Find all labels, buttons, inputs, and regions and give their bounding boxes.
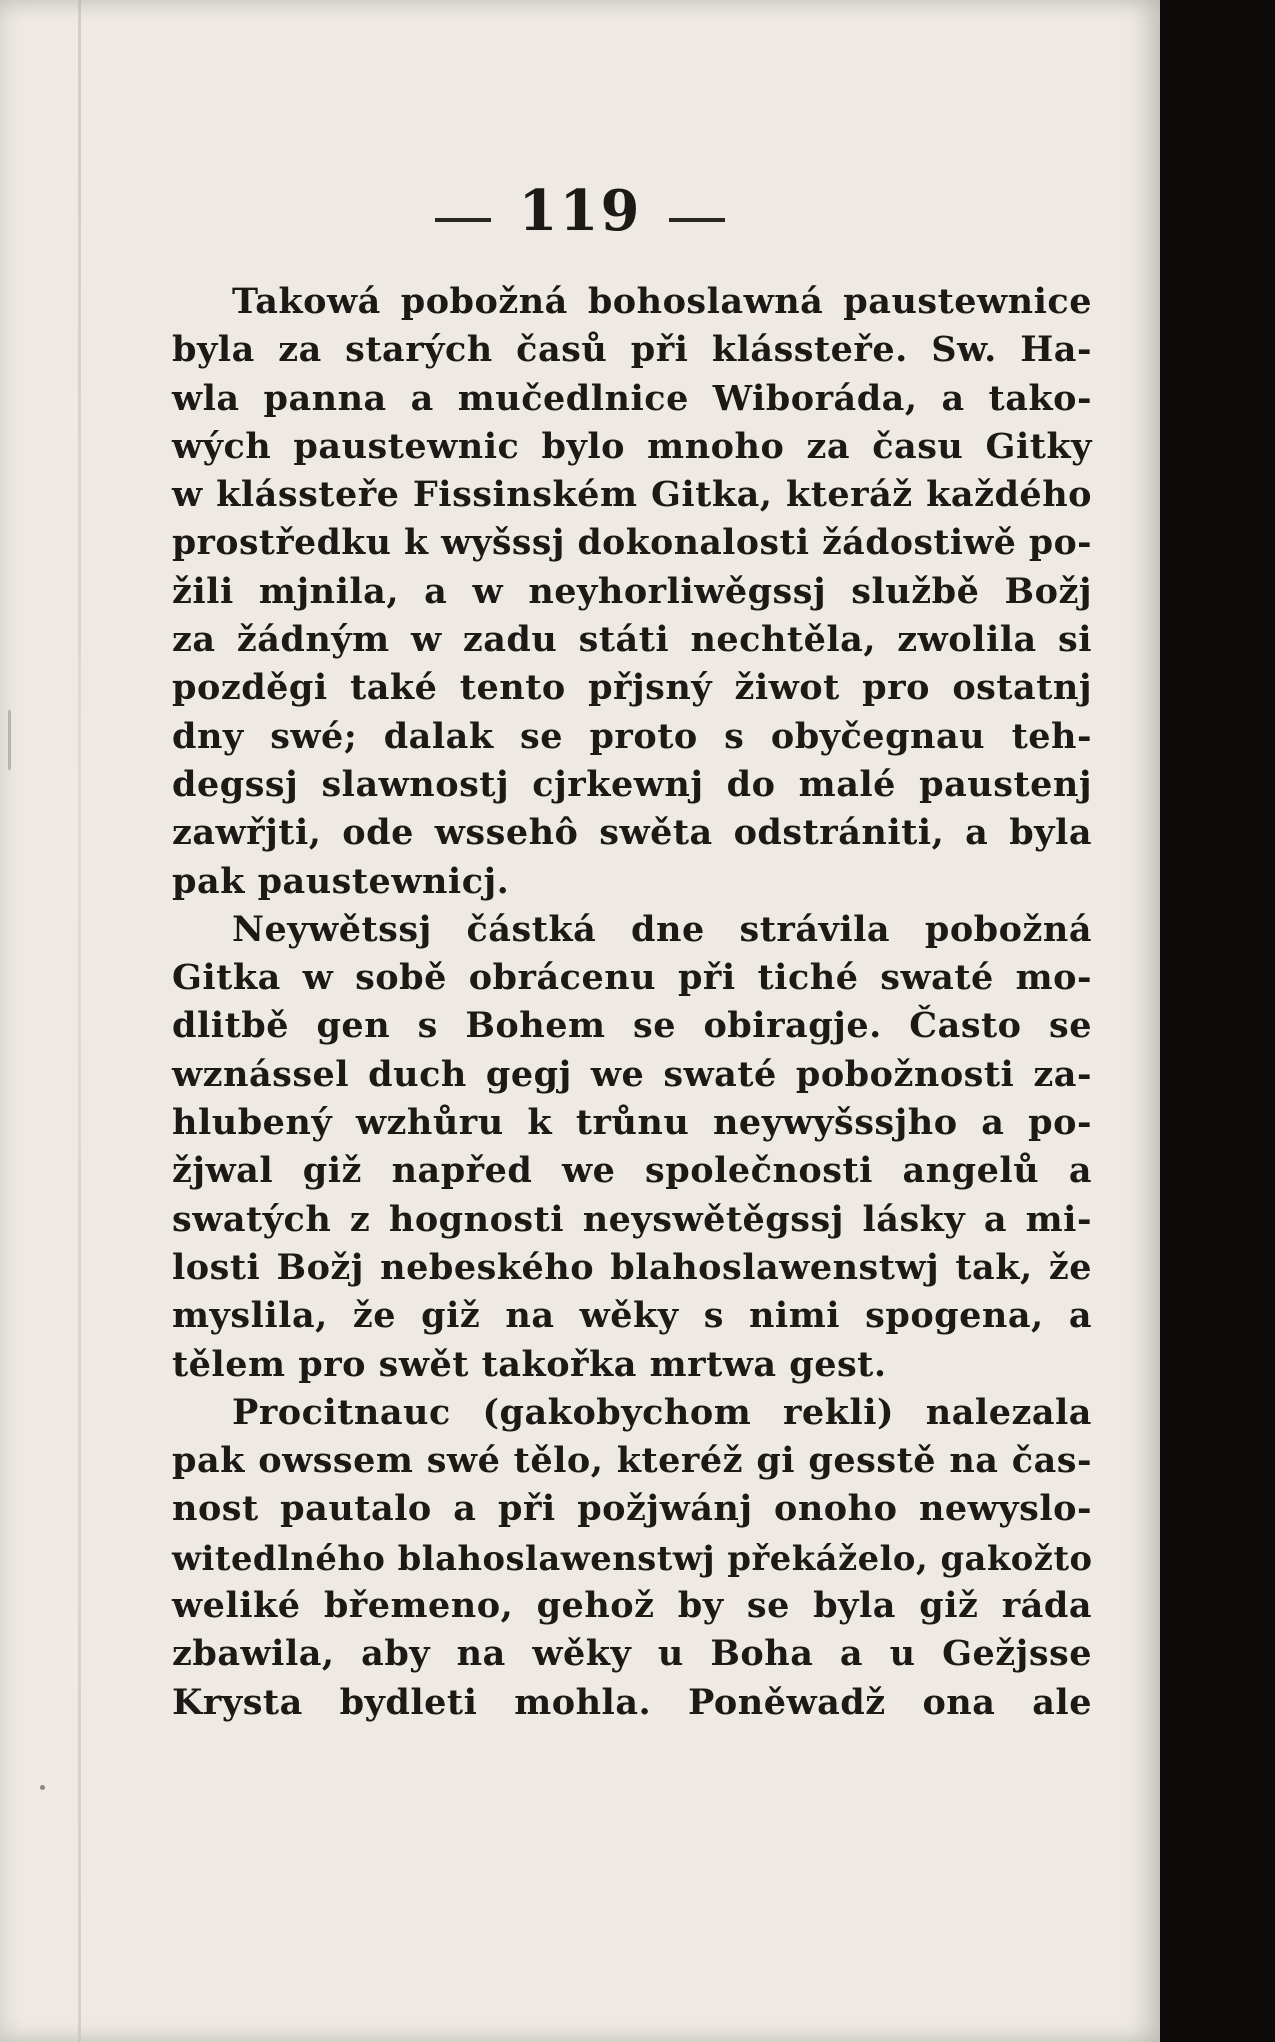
text-line: zawřjti, ode wssehô swěta odstrániti, a byla [172,812,1092,854]
text-line: wých paustewnic bylo mnoho za času Gitky [172,425,1092,467]
text-line: žili mjnila, a w neyhorliwěgssj službě Božj [172,570,1092,612]
text-line: degssj slawnostj cjrkewnj do malé paustenj [172,763,1092,805]
text-line: byla za starých časů při klássteře. Sw. Ha- [172,329,1092,371]
text-line: wznássel duch gegj we swaté pobožnosti za- [172,1053,1092,1095]
page-gutter-edge [78,0,81,2042]
text-line: tělem pro swět takořka mrtwa gest. [172,1343,887,1385]
paragraph [172,278,1092,906]
text-line: Neywětssj částká dne strávila pobožná [232,908,1092,950]
text-line: nost pautalo a při požjwánj onoho newyslo- [172,1488,1092,1530]
header-dash-left [435,218,491,222]
text-line: za žádným w zadu státi nechtěla, zwolila si [172,619,1092,661]
text-line: losti Božj nebeského blahoslawenstwj tak, že [172,1246,1092,1288]
page-number: 119 [518,178,642,244]
text-line: wla panna a mučedlnice Wiboráda, a tako- [172,377,1092,419]
header-dash-right [669,218,725,222]
text-line: žjwal giž napřed we společnosti angelů a [172,1150,1092,1192]
text-line: dny swé; dalak se proto s obyčegnau teh- [172,715,1092,757]
paper-speck [40,1785,45,1790]
text-line: Takowá pobožná bohoslawná paustewnice [232,281,1092,322]
text-line: hlubený wzhůru k trůnu neywyšssjho a po- [172,1102,1092,1144]
text-line: prostředku k wyšssj dokonalosti žádostiwě po- [172,523,1092,564]
text-line: weliké břemeno, gehož by se byla giž ráda [172,1585,1092,1627]
text-line: Krysta bydleti mohla. Poněwadž ona ale [172,1681,1092,1723]
text-line: myslila, že giž na wěky s nimi spogena, a [172,1295,1092,1337]
paragraph [172,1389,1092,1727]
text-line: dlitbě gen s Bohem se obiragje. Často se [172,1005,1092,1047]
text-line: Gitka w sobě obrácenu při tiché swaté mo- [172,957,1092,999]
paragraph [172,906,1092,1389]
text-line: witedlného blahoslawenstwj překáželo, gakožto [172,1537,1093,1578]
text-line: swatých z hognosti neyswětěgssj lásky a mi- [172,1198,1092,1240]
text-line: Procitnauc (gakobychom rekli) nalezala [232,1391,1092,1433]
body-text [172,278,1092,1727]
text-line: pozděgi také tento přjsný žiwot pro ostatnj [172,667,1092,709]
scan-background [1160,0,1275,2042]
text-line: pak paustewnicj. [172,860,510,902]
text-line: w klássteře Fissinském Gitka, kteráž každého [172,474,1092,516]
page-header [0,178,1160,258]
text-line: zbawila, aby na wěky u Boha a u Gežjsse [172,1633,1092,1675]
text-line: pak owssem swé tělo, kteréž gi gesstě na čas- [172,1440,1092,1482]
paper-speck [8,710,11,770]
